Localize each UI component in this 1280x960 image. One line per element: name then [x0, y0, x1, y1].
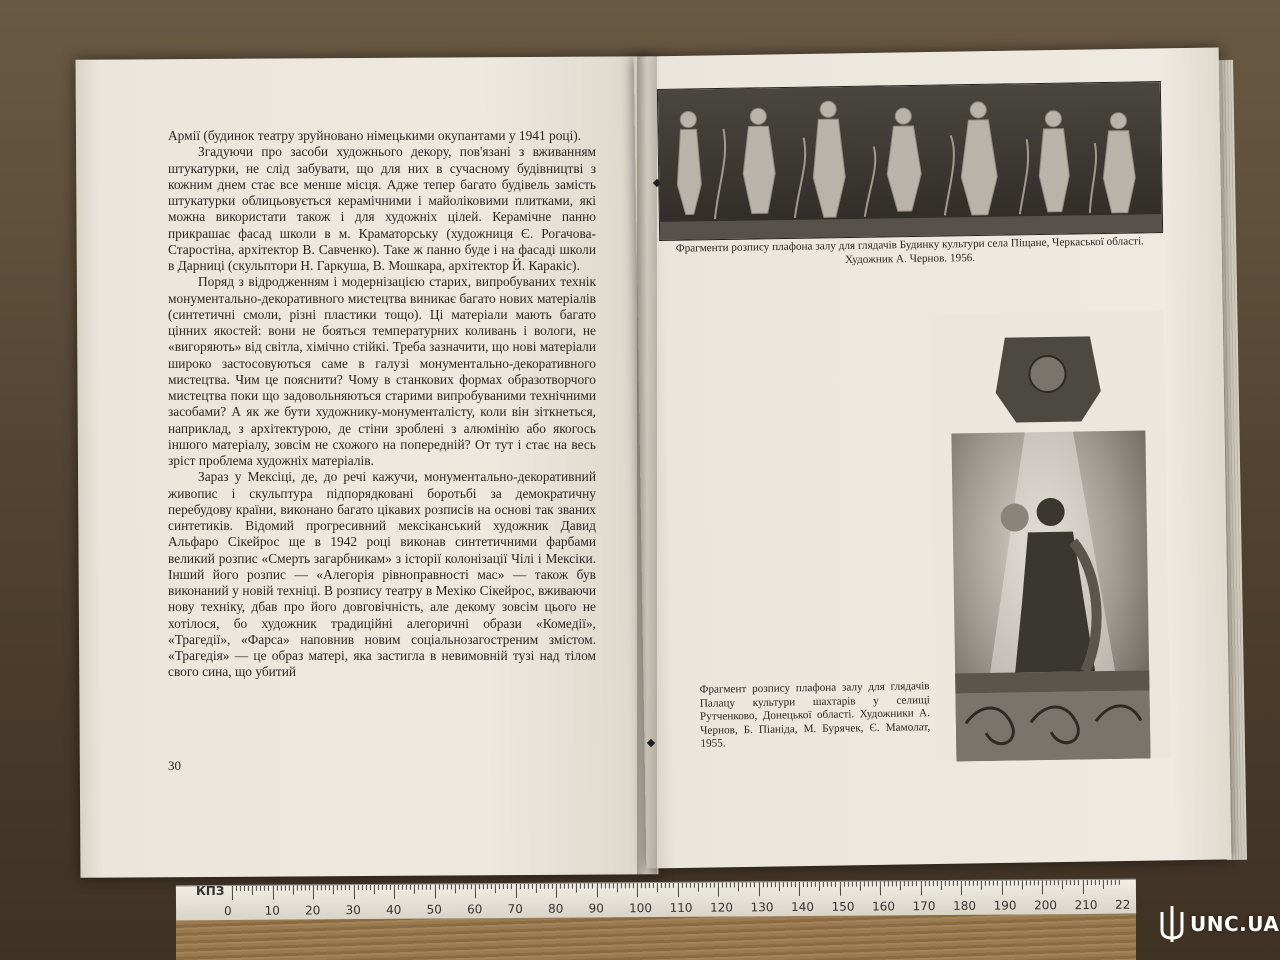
ruler-tick — [941, 881, 942, 890]
ruler-tick — [758, 882, 759, 896]
ruler-tick — [653, 883, 654, 888]
ruler-tick-label: 150 — [831, 899, 855, 914]
ruler-tick — [633, 883, 634, 888]
ruler-tick — [734, 882, 735, 887]
ruler-tick — [641, 883, 642, 888]
ruler-tick — [621, 883, 622, 888]
ruler-tick — [718, 883, 719, 897]
ruler-tick — [523, 884, 524, 889]
ruler-tick — [738, 882, 739, 891]
ruler-tick — [924, 881, 925, 886]
ruler-tick — [463, 884, 464, 889]
ruler-tick — [957, 881, 958, 886]
ruler-tick — [965, 881, 966, 886]
ruler-tick-label: 100 — [629, 901, 653, 916]
ruler-tick — [843, 882, 844, 887]
ruler-tick — [329, 885, 330, 890]
ruler-tick — [981, 881, 982, 890]
ruler-tick — [681, 883, 682, 888]
ruler-tick — [937, 881, 938, 886]
ruler-tick — [673, 883, 674, 888]
ruler-tick — [1070, 880, 1071, 885]
ruler-tick — [933, 881, 934, 886]
ruler-tick — [961, 881, 962, 895]
ruler-tick — [1009, 881, 1010, 886]
ruler-tick — [750, 882, 751, 887]
ruler-tick — [313, 885, 314, 899]
ruler-tick — [685, 883, 686, 888]
ruler-tick — [868, 882, 869, 887]
ruler-tick — [945, 881, 946, 886]
ruler-tick — [1034, 880, 1035, 885]
ruler-tick — [637, 883, 638, 897]
ruler-tick — [791, 882, 792, 887]
ruler-tick — [418, 885, 419, 890]
ruler-tick — [394, 885, 395, 899]
ruler-tick — [309, 885, 310, 890]
ruler-tick — [710, 883, 711, 888]
ruler-tick — [811, 882, 812, 887]
ruler-tick — [779, 882, 780, 891]
ruler-tick — [900, 881, 901, 890]
ruler-tick — [382, 885, 383, 890]
ruler-tick — [847, 882, 848, 887]
ruler-tick — [1038, 880, 1039, 885]
ruler-tick-label: 130 — [750, 900, 774, 915]
ruler-tick — [604, 883, 605, 888]
ruler-tick — [839, 882, 840, 896]
ruler-tick — [746, 882, 747, 887]
ruler-tick — [973, 881, 974, 886]
ruler-tick — [438, 885, 439, 890]
ruler-tick — [499, 884, 500, 889]
ruler-tick — [276, 886, 277, 891]
ruler-tick — [997, 881, 998, 886]
ruler-tick — [993, 881, 994, 886]
ruler-tick — [771, 882, 772, 887]
ruler-tick-label: 160 — [872, 899, 896, 914]
ruler-tick — [511, 884, 512, 889]
ruler-tick — [969, 881, 970, 886]
illustration-caption-1: Фрагменти розпису плафона залу для глядачів Будинку культури села Піщане, Черкаської області. Художник А. Чернов. 1956. — [675, 235, 1145, 267]
ruler-tick — [540, 884, 541, 889]
ruler-tick — [823, 882, 824, 887]
ruler-tick-label: 60 — [467, 902, 483, 917]
ruler-tick — [232, 886, 233, 900]
ruler-tick — [321, 885, 322, 890]
ruler-tick — [1119, 880, 1120, 885]
ruler-tick — [280, 886, 281, 891]
ruler-tick — [1001, 881, 1002, 895]
ruler — [176, 879, 1136, 921]
ruler-tick — [447, 884, 448, 889]
ruler-tick — [236, 886, 237, 891]
ruler-tick — [402, 885, 403, 890]
ruler-tick — [730, 882, 731, 887]
illustration-caption-2: Фрагмент розпису плафона залу для глядачів Палацу культури шахтарів у селищі Рутченково, Донецької області. Художники А. Чернов, Б. Піаніда, М. Бурячек, Є. Мамолат, 1955. — [699, 680, 931, 751]
ruler-tick — [406, 885, 407, 890]
ruler-brand: КПЗ — [196, 884, 225, 898]
ruler-tick — [1078, 880, 1079, 885]
ruler-tick-label: 110 — [669, 900, 693, 915]
ruler-tick — [252, 886, 253, 895]
ruler-wood — [176, 914, 1136, 960]
ruler-tick — [1062, 880, 1063, 889]
ruler-tick — [1111, 880, 1112, 885]
ruler-tick — [596, 883, 597, 897]
ruler-tick — [301, 885, 302, 890]
ruler-tick — [572, 884, 573, 889]
ruler-tick — [532, 884, 533, 889]
ruler-tick — [1005, 881, 1006, 886]
ruler-tick — [536, 884, 537, 893]
ruler-tick — [908, 881, 909, 886]
ruler-tick — [702, 883, 703, 888]
ruler-tick — [1046, 880, 1047, 885]
ruler-tick — [528, 884, 529, 889]
ruler-tick — [657, 883, 658, 892]
ruler-tick — [762, 882, 763, 887]
ruler-tick-label: 200 — [1034, 898, 1058, 913]
ruler-tick — [398, 885, 399, 890]
ruler-tick — [1042, 880, 1043, 894]
ruler-tick — [325, 885, 326, 890]
ruler-tick — [349, 885, 350, 890]
ruler-tick — [835, 882, 836, 887]
ruler-tick — [795, 882, 796, 887]
ruler-tick — [475, 884, 476, 898]
ruler-tick — [1107, 880, 1108, 885]
ruler-tick — [852, 882, 853, 887]
ruler-tick-label: 180 — [953, 898, 977, 913]
paragraph: Армії (будинок театру зруйновано німецькими окупантами у 1941 році). — [168, 128, 582, 143]
ruler-tick — [888, 881, 889, 886]
ruler-tick — [248, 886, 249, 891]
ruler-tick — [916, 881, 917, 886]
ruler-tick — [483, 884, 484, 889]
ruler-tick — [661, 883, 662, 888]
ruler-tick — [1014, 880, 1015, 885]
ruler-tick — [787, 882, 788, 887]
ruler-tick — [669, 883, 670, 888]
ruler-tick — [920, 881, 921, 895]
ruler-tick — [305, 885, 306, 890]
ruler-tick — [860, 882, 861, 891]
ruler-tick — [1103, 880, 1104, 889]
ruler-tick — [815, 882, 816, 887]
ruler-tick — [370, 885, 371, 890]
trident-icon — [1158, 904, 1186, 944]
ruler-tick — [892, 881, 893, 886]
ruler-tick — [471, 884, 472, 889]
ruler-tick — [649, 883, 650, 888]
frieze-illustration — [657, 81, 1163, 241]
ruler-tick — [872, 881, 873, 886]
ruler-tick — [503, 884, 504, 889]
ruler-tick — [600, 883, 601, 888]
ruler-tick — [665, 883, 666, 888]
ruler-tick — [880, 881, 881, 895]
ruler-tick — [803, 882, 804, 887]
ruler-tick — [1090, 880, 1091, 885]
ruler-tick — [341, 885, 342, 890]
ruler-tick — [977, 881, 978, 886]
ruler-tick — [430, 885, 431, 890]
ruler-tick — [831, 882, 832, 887]
ruler-tick — [556, 884, 557, 898]
ruler-tick-label: 70 — [507, 901, 523, 917]
watermark-text: UNC.UA — [1190, 912, 1280, 936]
ruler-tick — [617, 883, 618, 892]
ruler-tick — [491, 884, 492, 889]
ruler-tick — [694, 883, 695, 888]
ruler-tick — [422, 885, 423, 890]
ruler-tick — [580, 884, 581, 889]
ruler-tick — [1095, 880, 1096, 885]
ruler-tick — [285, 886, 286, 891]
ruler-tick — [714, 883, 715, 888]
ruler-tick — [1099, 880, 1100, 885]
ruler-tick — [552, 884, 553, 889]
ruler-tick — [884, 881, 885, 886]
ruler-tick — [240, 886, 241, 891]
ruler-tick — [357, 885, 358, 890]
ruler-tick-label: 140 — [791, 899, 815, 915]
ruler-tick — [912, 881, 913, 886]
ruler-tick — [807, 882, 808, 887]
ruler-tick — [264, 886, 265, 891]
ruler-tick — [487, 884, 488, 889]
ruler-tick — [896, 881, 897, 886]
ruler-tick — [949, 881, 950, 886]
ruler-tick — [297, 886, 298, 891]
ruler-tick — [1026, 880, 1027, 885]
ruler-tick — [1022, 880, 1023, 889]
ruler-tick — [799, 882, 800, 896]
ruler-tick — [609, 883, 610, 888]
ruler-tick-label: 170 — [912, 899, 936, 914]
ruler-tick-label: 22 — [1114, 897, 1131, 912]
ruler-tick-label: 210 — [1074, 897, 1098, 913]
ruler-tick — [337, 885, 338, 890]
ruler-tick — [819, 882, 820, 891]
ruler-tick — [548, 884, 549, 889]
ruler-tick — [613, 883, 614, 888]
ruler-tick — [386, 885, 387, 890]
ruler-tick — [1066, 880, 1067, 885]
ruler-tick — [244, 886, 245, 891]
ruler-tick — [260, 886, 261, 891]
ruler-tick — [706, 883, 707, 888]
ruler-tick — [928, 881, 929, 886]
ruler-tick — [645, 883, 646, 888]
ruler-tick-label: 90 — [588, 901, 604, 916]
ruler-tick — [515, 884, 516, 898]
ruler-tick — [333, 885, 334, 894]
ruler-tick — [434, 885, 435, 899]
ruler-tick-label: 120 — [710, 900, 734, 915]
ruler-tick — [495, 884, 496, 893]
ruler-tick — [426, 885, 427, 890]
page-number: 30 — [168, 758, 181, 773]
ruler-tick — [289, 886, 290, 891]
ruler-tick — [560, 884, 561, 889]
ruler-tick — [353, 885, 354, 899]
ruler-tick-label: 10 — [264, 903, 280, 918]
paragraph: Зараз у Мексіці, де, до речі кажучи, монументально-декоративний живопис і скульптура підпорядковані боротьбі за демократичну перебудову країни, виконано багато цікавих розписів на основі так званих синтетиків. Відомий прогресивний мексіканський художник Давид Альфаро Сікейрос ще в 1942 році виконав синтетичними фарбами великий розпис «Смерть загарбникам» з історії колонізації Чілі і Мексіки. Інший його розпис — «Алегорія рівноправності мас» — також був виконаний у новій техніці. В розпису театру в Мехіко Сікейрос, вживаючи нову техніку, дбав про його довговічність, але декому зовсім цього не хотілося, бо художник традиційні алегоричні образи «Комедії», «Трагедії», «Фарса» наповнив новим соціальнозагостреним змістом. «Трагедія» — це образ матері, яка застигла в невимовній тузі над тілом свого сина, що убитий — [168, 469, 596, 680]
ruler-tick — [459, 884, 460, 889]
ruler-tick — [544, 884, 545, 889]
ruler-tick — [698, 883, 699, 892]
ruler-tick — [272, 886, 273, 900]
ruler-tick-label: 50 — [426, 902, 442, 917]
ruler-tick — [584, 883, 585, 888]
ruler-tick — [625, 883, 626, 888]
ruler-tick — [374, 885, 375, 894]
ruler-tick — [742, 882, 743, 887]
ruler-tick — [864, 882, 865, 887]
ruler-tick — [876, 881, 877, 886]
ruler-tick — [1058, 880, 1059, 885]
ruler-tick — [989, 881, 990, 886]
watermark — [1158, 900, 1280, 950]
ruler-tick — [592, 883, 593, 888]
ruler-tick-label: 0 — [224, 903, 232, 919]
ruler-tick — [726, 883, 727, 888]
ruler-tick — [1030, 880, 1031, 885]
ruler-tick — [1086, 880, 1087, 885]
ruler-tick — [856, 882, 857, 887]
ruler-tick — [345, 885, 346, 890]
ruler-tick — [783, 882, 784, 887]
ruler-tick — [904, 881, 905, 886]
paragraph: Поряд з відродженням і модернізацією старих, випробуваних технік монументально-декоративного мистецтва виникає багато нових матеріалів (синтетичні смоли, різні пластики тощо). Ці матеріали мають багато цінних якостей: вони не бояться температурних коливань і вологи, не «вигоряють» від світла, хімічно стійкі. Треба зазначити, що нові матеріали широко застосовуються саме в галузі монументально-декоративного мистецтва. Чим це пояснити? Чому в станкових формах образотворчого мистецтва поки що задовольняються старими випробуваними технічними засобами? А як же бути художнику-монументалісту, коли він зіткнеться, наприклад, з архітектурою, де стіни зроблені з алюмінію або якогось іншого матеріалу, зовсім не схожого на попередній? От тут і стає на весь зріст проблема художніх матеріалів. — [168, 274, 596, 468]
plafond-illustration — [929, 310, 1170, 762]
ruler-tick — [414, 885, 415, 894]
ruler-tick — [1018, 880, 1019, 885]
ruler-tick — [775, 882, 776, 887]
ruler-tick — [410, 885, 411, 890]
ruler-tick-label: 20 — [305, 903, 321, 918]
ruler-tick — [827, 882, 828, 887]
ruler-tick — [985, 881, 986, 886]
ruler-tick — [1115, 880, 1116, 885]
ruler-tick — [268, 886, 269, 891]
ruler-tick — [378, 885, 379, 890]
ruler-tick — [754, 882, 755, 887]
ruler-tick — [317, 885, 318, 890]
ruler-tick — [629, 883, 630, 888]
ruler-tick-label: 40 — [386, 902, 402, 917]
ruler-tick — [588, 883, 589, 888]
ruler-tick — [690, 883, 691, 888]
ruler-tick — [576, 884, 577, 893]
ruler-tick — [766, 882, 767, 887]
ruler-tick — [467, 884, 468, 889]
ruler-tick — [390, 885, 391, 890]
ruler-tick — [479, 884, 480, 889]
ruler-tick — [507, 884, 508, 889]
ruler-tick — [953, 881, 954, 886]
ruler-tick — [564, 884, 565, 889]
ruler-tick — [568, 884, 569, 889]
ruler-tick — [366, 885, 367, 890]
ruler-tick — [1054, 880, 1055, 885]
ruler-tick — [361, 885, 362, 890]
paragraph: Згадуючи про засоби художнього декору, пов'язані з вживанням штукатурки, не слід забувати, що для них в сучасному будівництві з кожним днем стає все менше місця. Адже тепер багато будівель замість штукатурки облицьовується керамічними і майоліковими плитками, які можна використати також і для художніх цілей. Керамічне панно прикрашає фасад школи в м. Краматорську (художниця Є. Рогачова-Старостіна, архітектор В. Савченко). Таке ж панно буде і на фасаді школи в Дарниці (скульптори Н. Гаркуша, В. Мошкара, архітектор Й. Каракіс). — [168, 144, 596, 273]
ruler-tick — [519, 884, 520, 889]
ruler-tick — [722, 883, 723, 888]
left-page-body-text — [168, 128, 596, 681]
ruler-tick-label: 190 — [993, 898, 1017, 913]
ruler-tick — [1082, 880, 1083, 894]
ruler-tick-label: 30 — [345, 903, 361, 918]
ruler-tick-label: 80 — [548, 901, 564, 916]
ruler-tick — [455, 884, 456, 893]
ruler-tick — [442, 884, 443, 889]
ruler-tick — [1050, 880, 1051, 885]
ruler-tick — [293, 886, 294, 895]
ruler-tick — [1074, 880, 1075, 885]
book-gutter — [637, 56, 657, 876]
ruler-tick — [677, 883, 678, 897]
ruler-tick — [256, 886, 257, 891]
ruler-tick — [451, 884, 452, 889]
